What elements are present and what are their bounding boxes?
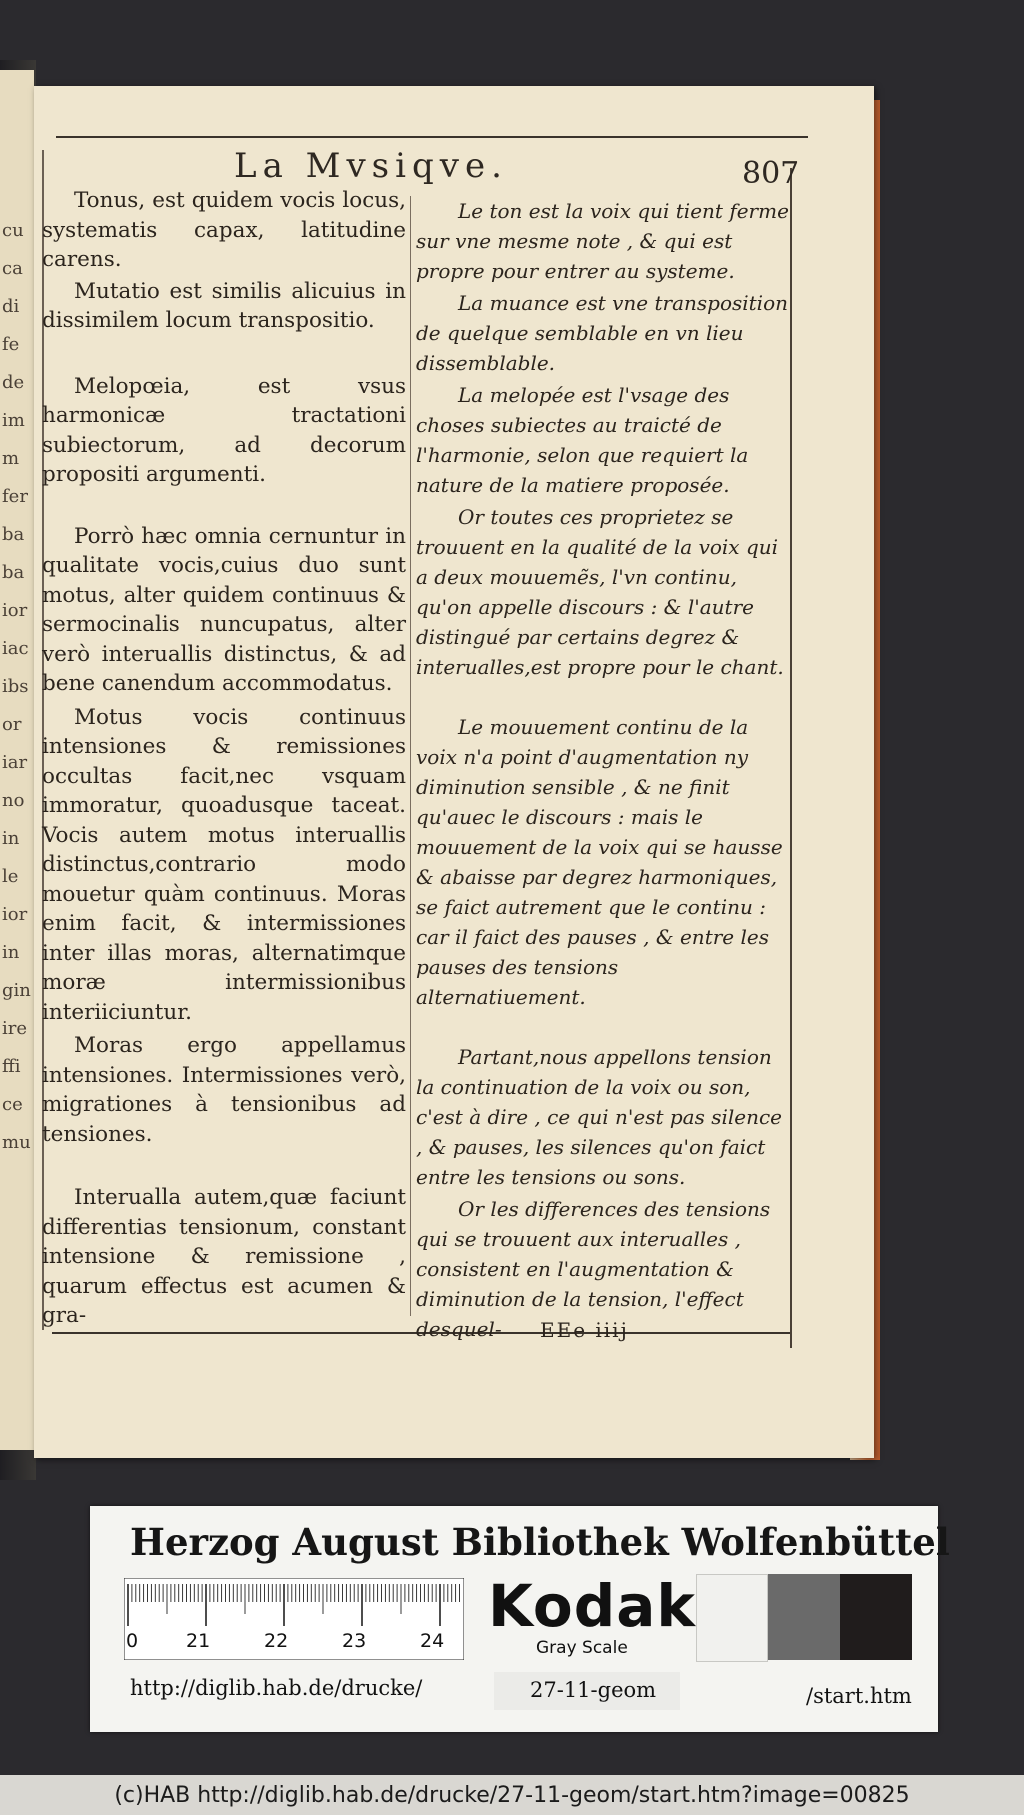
ruler-label: 22 (264, 1630, 289, 1652)
right-rule (790, 168, 792, 1348)
french-paragraph: Le ton est la voix qui tient ferme sur vne mesme note , & qui est propre pour entrer au systeme. (416, 199, 789, 283)
left-page-fragment: iac (2, 638, 29, 659)
gray-patch (768, 1574, 840, 1660)
card-url-right: /start.htm (806, 1684, 912, 1708)
caption-bar (0, 1775, 1024, 1815)
latin-paragraph: Porrò hæc omnia cernuntur in qualitate vocis,cuius duo sunt motus, alter quidem continuus & sermocinalis nuncupatus, alter verò interuallis distinctus, & ad bene canendum accommodatus. (42, 523, 406, 696)
latin-paragraph: Mutatio est similis alicuius in dissimilem locum transpositio. (42, 278, 406, 333)
left-page-fragment: im (2, 410, 25, 431)
left-page-fragment: ce (2, 1094, 23, 1115)
left-page-fragment: fe (2, 334, 20, 355)
left-page-fragment: ca (2, 258, 23, 279)
left-page-fragment: ior (2, 600, 28, 621)
french-paragraph: Or toutes ces proprietez se trouuent en la qualité de la voix qui a deux mouuemẽs, l'vn continu, qu'on appelle discours : & l'autre distingué par certains degrez & interualles,est propre pour le chant. (416, 505, 784, 679)
left-page-fragment: ba (2, 524, 25, 545)
latin-column (42, 186, 406, 1331)
left-page-fragment: ibs (2, 676, 29, 697)
left-page-fragment: fer (2, 486, 28, 507)
french-column (416, 196, 790, 1344)
left-page-fragment: mu (2, 1132, 31, 1153)
french-paragraph: Le mouuement continu de la voix n'a point d'augmentation ny diminution sensible , & ne finit qu'auec le discours : mais le mouuement de la voix qui se hausse & abaisse par degrez harmoniques, se faict autrement que le continu : car il faict des pauses , & entre les pauses des tensions alternatiuement. (416, 715, 783, 1009)
ruler-label: 21 (186, 1630, 211, 1652)
french-paragraph: Partant,nous appellons tension la continuation de la voix ou son, c'est à dire , ce qui n'est pas silence , & pauses, les silences qu'on faict entre les tensions ou sons. (416, 1045, 783, 1189)
page-number: 807 (742, 156, 800, 191)
kodak-logo: Kodak (488, 1572, 696, 1640)
left-page-fragment: no (2, 790, 25, 811)
french-paragraph: Or les differences des tensions qui se trouuent aux interualles , consistent en l'augmentation & diminution de la tension, l'effect desquel- (416, 1197, 771, 1341)
ruler-label: 0 (126, 1630, 139, 1652)
card-url-mid: 27-11-geom (530, 1678, 657, 1702)
latin-paragraph: Interualla autem,quæ faciunt differentias tensionum, constant intensione & remissione , quarum effectus est acumen & gra- (42, 1185, 406, 1328)
running-head: La Mvsiqve. (234, 146, 508, 186)
latin-paragraph: Moras ergo appellamus intensiones. Intermissiones verò, migrationes à tensionibus ad tensiones. (42, 1033, 406, 1147)
left-page-fragment: or (2, 714, 22, 735)
left-page-fragment: m (2, 448, 20, 469)
french-paragraph: La melopée est l'vsage des choses subiectes au traicté de l'harmonie, selon que requiert la nature de la matiere proposée. (416, 383, 749, 497)
left-page-fragment: in (2, 828, 20, 849)
left-page-fragment: ire (2, 1018, 28, 1039)
left-page-edge (0, 70, 34, 1450)
ruler-label: 24 (420, 1630, 445, 1652)
latin-paragraph: Tonus, est quidem vocis locus, systematis capax, latitudine carens. (42, 188, 406, 272)
left-page-fragment: in (2, 942, 20, 963)
signature-mark: EEe iiij (540, 1318, 629, 1342)
image-caption: (c)HAB http://diglib.hab.de/drucke/27-11-geom/start.htm?image=00825 (114, 1783, 910, 1808)
left-page-fragment: gin (2, 980, 31, 1001)
ruler-labels (124, 1630, 464, 1660)
left-page-fragment: ior (2, 904, 28, 925)
white-patch (696, 1574, 768, 1662)
left-page-fragment: cu (2, 220, 24, 241)
calibration-card (90, 1506, 950, 1732)
black-patch (840, 1574, 912, 1660)
left-page-fragment: ffi (2, 1056, 21, 1077)
latin-paragraph: Melopœia, est vsus harmonicæ tractationi subiectorum, ad decorum propositi argumenti. (42, 373, 406, 487)
ruler-label: 23 (342, 1630, 367, 1652)
card-url-left: http://diglib.hab.de/drucke/ (130, 1676, 423, 1700)
french-paragraph: La muance est vne transposition de quelque semblable en vn lieu dissemblable. (416, 291, 788, 375)
gray-scale-label: Gray Scale (536, 1638, 628, 1658)
latin-paragraph: Motus vocis continuus intensiones & remissiones occultas facit,nec vsquam immoratur, quoadusque taceat. Vocis autem motus interuallis distinctus,contrario modo mouetur quàm continuus. Moras enim facit, & intermissiones inter illas moras, alternatimque moræ intermissionibus interiiciuntur. (42, 704, 406, 1025)
column-divider (410, 196, 411, 1316)
left-page-fragment: ba (2, 562, 25, 583)
left-page-fragment: de (2, 372, 25, 393)
left-page-fragment: iar (2, 752, 28, 773)
left-page-fragment: le (2, 866, 19, 887)
top-rule (56, 136, 808, 138)
left-page-fragment: di (2, 296, 20, 317)
library-title: Herzog August Bibliothek Wolfenbüttel (130, 1520, 950, 1564)
